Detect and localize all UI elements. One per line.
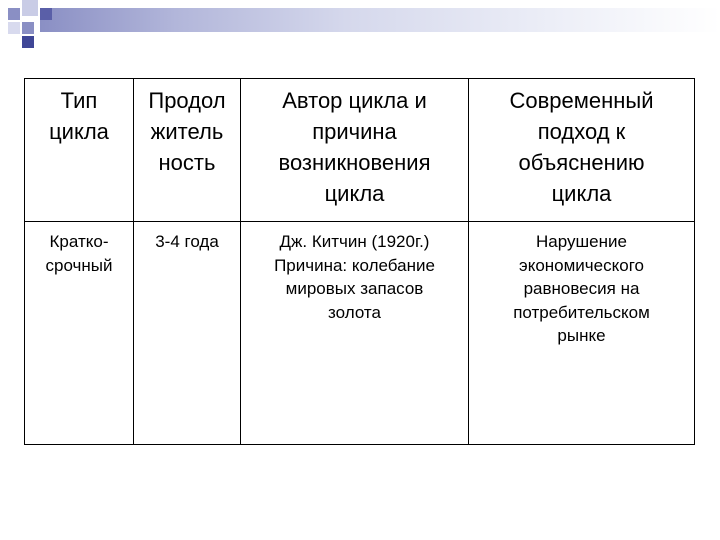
header-author-text: Автор цикла и причина возникновения цикла [278, 88, 431, 206]
cell-duration [134, 222, 241, 445]
header-type-text: Тип цикла [49, 88, 109, 144]
gradient-bar [40, 8, 720, 32]
decor-square [22, 36, 34, 48]
table-row [25, 222, 695, 445]
cell-duration-text: 3-4 года [155, 232, 219, 251]
decor-square [22, 22, 34, 34]
cell-type [25, 222, 134, 445]
header-modern-text: Современный подход к объяснению цикла [509, 88, 654, 206]
header-cell-type [25, 79, 134, 222]
cell-modern-approach [469, 222, 695, 445]
header-cell-modern [469, 79, 695, 222]
cycles-table [24, 78, 695, 445]
decorative-header-band [0, 0, 720, 40]
cell-modern-approach-text: Нарушение экономического равновесия на потребительском рынке [513, 232, 650, 345]
decor-square [8, 22, 20, 34]
decor-square [22, 0, 38, 16]
cell-type-text: Кратко- срочный [45, 232, 113, 275]
cell-author-cause [241, 222, 469, 445]
decor-square [40, 8, 52, 20]
header-duration-text: Продол житель ность [148, 88, 226, 175]
header-cell-author [241, 79, 469, 222]
cell-author-cause-text: Дж. Китчин (1920г.) Причина: колебание мировых запасов золота [274, 232, 435, 322]
header-cell-duration [134, 79, 241, 222]
table-header-row [25, 79, 695, 222]
decor-square [8, 8, 20, 20]
